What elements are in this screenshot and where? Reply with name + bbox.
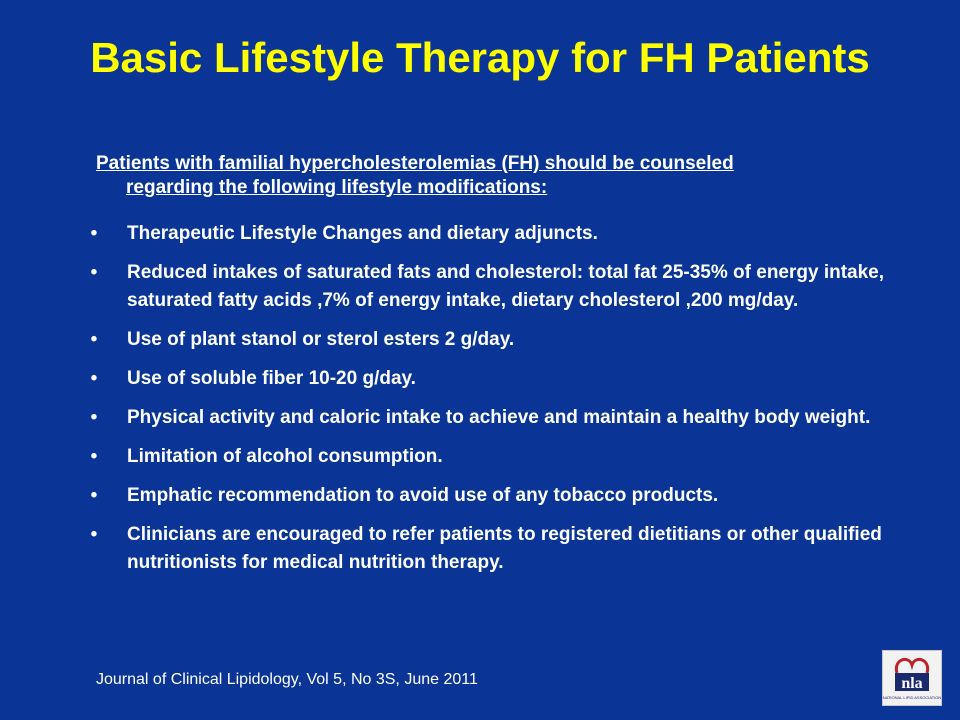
bullet-text: Therapeutic Lifestyle Changes and dietary adjuncts.	[127, 223, 598, 244]
bullet-text: Limitation of alcohol consumption.	[127, 446, 443, 467]
intro-line-1: Patients with familial hypercholesterolemias (FH) should be counseled	[96, 153, 734, 174]
bullet-item	[87, 220, 917, 248]
bullet-dot: •	[90, 407, 98, 428]
bullet-dot: •	[90, 485, 98, 506]
bullet-text: Emphatic recommendation to avoid use of any tobacco products.	[127, 485, 719, 506]
bullet-item	[87, 259, 917, 315]
bullet-dot: •	[90, 368, 98, 389]
bullet-dot: •	[90, 262, 98, 283]
bullet-text: Physical activity and caloric intake to achieve and maintain a healthy body weight.	[127, 407, 871, 428]
intro-text	[96, 152, 916, 200]
bullet-item	[87, 443, 917, 471]
bullet-text: Use of plant stanol or sterol esters 2 g/day.	[127, 329, 515, 350]
citation: Journal of Clinical Lipidology, Vol 5, No 3S, June 2011	[96, 671, 478, 688]
bullet-dot: •	[90, 524, 98, 545]
intro-line-2: regarding the following lifestyle modifications:	[126, 177, 548, 198]
logo-subtext: NATIONAL LIPID ASSOCIATION	[883, 695, 941, 700]
bullet-item	[87, 326, 917, 354]
bullet-item	[87, 482, 917, 510]
bullet-item	[87, 365, 917, 393]
bullet-item	[87, 521, 917, 577]
logo-text: nla	[901, 675, 923, 692]
bullet-text: Clinicians are encouraged to refer patients to registered dietitians or other qualified nutritionists for medical nutrition therapy.	[127, 524, 882, 573]
slide-title: Basic Lifestyle Therapy for FH Patients	[90, 34, 870, 81]
bullet-text: Use of soluble fiber 10-20 g/day.	[127, 368, 416, 389]
bullet-item	[87, 404, 917, 432]
bullet-dot: •	[90, 446, 98, 467]
bullet-dot: •	[90, 223, 98, 244]
bullet-list	[87, 220, 917, 588]
nla-logo-graphic	[883, 651, 941, 705]
bullet-text: Reduced intakes of saturated fats and cholesterol: total fat 25-35% of energy intake, saturated fatty acids ,7% of energy intake, dietary cholesterol ,200 mg/day.	[127, 262, 885, 311]
bullet-dot: •	[90, 329, 98, 350]
nla-logo-icon	[882, 650, 942, 706]
